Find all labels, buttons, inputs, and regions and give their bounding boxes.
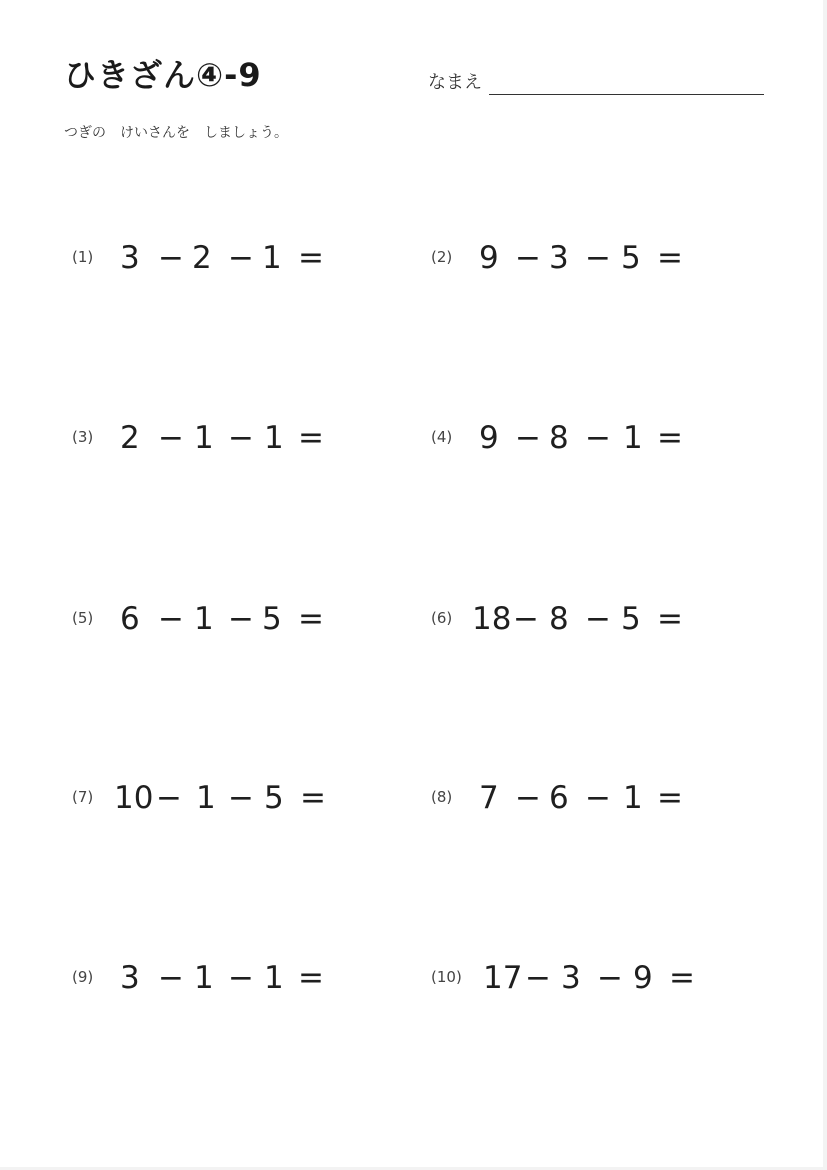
name-field-area: [428, 68, 768, 98]
operand-b: 8: [549, 420, 569, 456]
worksheet-title: ひきざん④-9: [64, 56, 262, 94]
equals-sign: =: [669, 960, 695, 996]
minus-sign: −: [228, 960, 254, 996]
operand-b: 3: [561, 960, 581, 996]
problem-number: (1): [72, 248, 94, 266]
problem-3: [72, 418, 372, 458]
operand-b: 1: [194, 601, 214, 637]
operand-a: 2: [120, 420, 140, 456]
problem-9: [72, 958, 372, 998]
minus-sign: −: [585, 420, 611, 456]
operand-c: 5: [264, 780, 284, 816]
operand-a: 6: [120, 601, 140, 637]
problem-number: (5): [72, 609, 94, 627]
operand-c: 1: [262, 240, 282, 276]
problem-number: (2): [431, 248, 453, 266]
operand-a: 10: [114, 780, 154, 816]
minus-sign: −: [228, 601, 254, 637]
operand-a: 9: [479, 420, 499, 456]
equals-sign: =: [298, 240, 324, 276]
operand-c: 5: [621, 601, 641, 637]
problem-8: [431, 778, 731, 818]
operand-b: 8: [549, 601, 569, 637]
minus-sign: −: [585, 601, 611, 637]
problem-6: [431, 599, 731, 639]
name-write-line[interactable]: [489, 94, 764, 95]
equals-sign: =: [657, 601, 683, 637]
minus-sign: −: [228, 420, 254, 456]
operand-c: 5: [621, 240, 641, 276]
operand-c: 5: [262, 601, 282, 637]
operand-a: 9: [479, 240, 499, 276]
operand-a: 7: [479, 780, 499, 816]
equals-sign: =: [300, 780, 326, 816]
page-edge-right: [823, 0, 827, 1170]
operand-c: 1: [264, 420, 284, 456]
operand-b: 6: [549, 780, 569, 816]
problem-number: (9): [72, 968, 94, 986]
operand-a: 3: [120, 960, 140, 996]
instruction-text: つぎの けいさんを しましょう。: [64, 125, 288, 141]
minus-sign: −: [158, 601, 184, 637]
minus-sign: −: [515, 780, 541, 816]
equals-sign: =: [298, 960, 324, 996]
operand-c: 1: [264, 960, 284, 996]
operand-b: 1: [196, 780, 216, 816]
problem-number: (7): [72, 788, 94, 806]
operand-b: 2: [192, 240, 212, 276]
problem-number: (4): [431, 428, 453, 446]
minus-sign: −: [228, 240, 254, 276]
operand-b: 1: [194, 420, 214, 456]
equals-sign: =: [298, 420, 324, 456]
operand-a: 17: [483, 960, 523, 996]
minus-sign: −: [513, 601, 539, 637]
operand-a: 18: [472, 601, 512, 637]
problem-number: (8): [431, 788, 453, 806]
operand-c: 1: [623, 780, 643, 816]
minus-sign: −: [158, 960, 184, 996]
problem-10: [431, 958, 731, 998]
problem-7: [72, 778, 372, 818]
problem-number: (3): [72, 428, 94, 446]
operand-b: 1: [194, 960, 214, 996]
minus-sign: −: [525, 960, 551, 996]
minus-sign: −: [585, 240, 611, 276]
minus-sign: −: [158, 420, 184, 456]
minus-sign: −: [515, 420, 541, 456]
equals-sign: =: [657, 240, 683, 276]
equals-sign: =: [657, 420, 683, 456]
problem-2: [431, 238, 731, 278]
minus-sign: −: [585, 780, 611, 816]
minus-sign: −: [158, 240, 184, 276]
operand-c: 9: [633, 960, 653, 996]
operand-c: 1: [623, 420, 643, 456]
operand-b: 3: [549, 240, 569, 276]
minus-sign: −: [515, 240, 541, 276]
equals-sign: =: [657, 780, 683, 816]
problem-number: (10): [431, 968, 462, 986]
name-label: なまえ: [428, 72, 482, 93]
problem-4: [431, 418, 731, 458]
operand-a: 3: [120, 240, 140, 276]
problem-1: [72, 238, 372, 278]
problem-5: [72, 599, 372, 639]
minus-sign: −: [156, 780, 182, 816]
equals-sign: =: [298, 601, 324, 637]
minus-sign: −: [228, 780, 254, 816]
problem-number: (6): [431, 609, 453, 627]
minus-sign: −: [597, 960, 623, 996]
